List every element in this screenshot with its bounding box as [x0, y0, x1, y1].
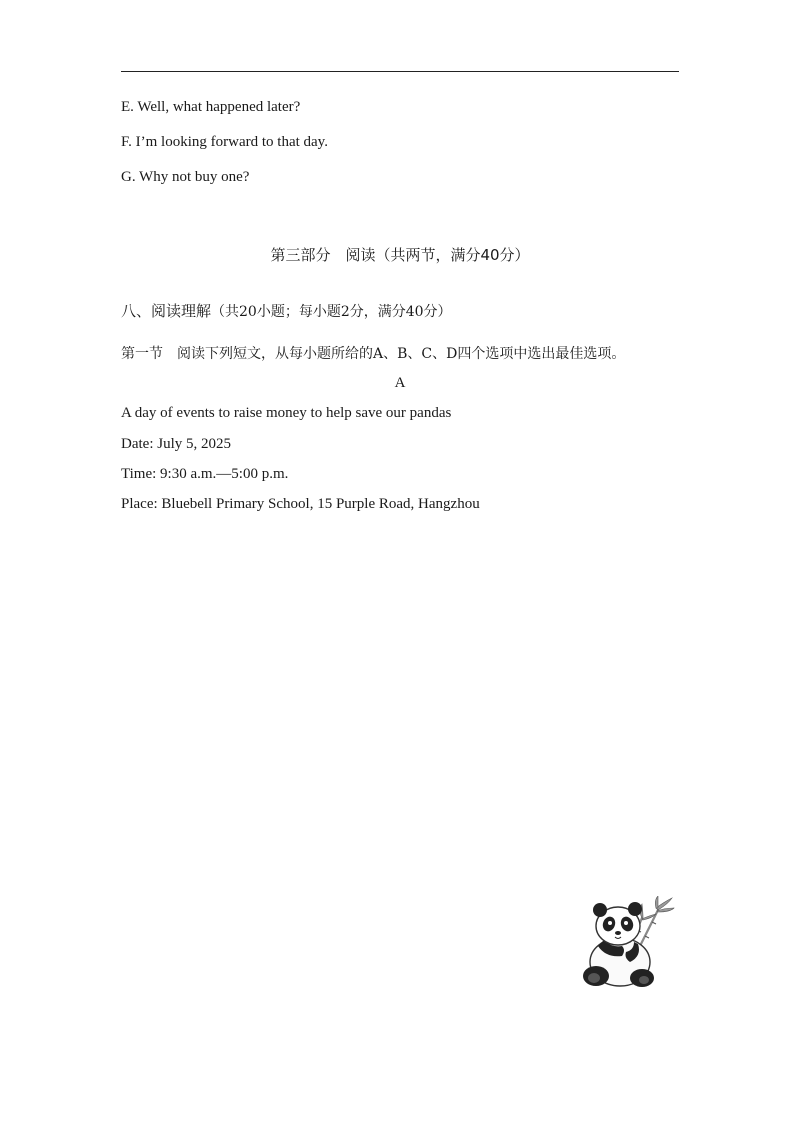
part-heading-note: （共20小题；每小题2分，满分40分） — [211, 304, 452, 320]
part-heading-main: 八、阅读理解 — [121, 302, 212, 320]
section-title: 第三部分 阅读（共两节，满分40分） — [270, 246, 530, 264]
passage-date: Date: July 5, 2025 — [121, 436, 231, 452]
option-f: F. I’m looking forward to that day. — [121, 134, 328, 150]
passage-place: Place: Bluebell Primary School, 15 Purple Road, Hangzhou — [121, 496, 480, 512]
top-divider-line — [121, 71, 679, 72]
option-e: E. Well, what happened later? — [121, 99, 301, 115]
instruction-text: 第一节 阅读下列短文，从每小题所给的A、B、C、D四个选项中选出最佳选项。 — [121, 346, 626, 362]
passage-letter: A — [394, 375, 406, 391]
panda-with-bamboo-icon — [572, 896, 676, 992]
passage-time: Time: 9:30 a.m.—5:00 p.m. — [121, 466, 289, 482]
option-g: G. Why not buy one? — [121, 169, 250, 185]
passage-headline: A day of events to raise money to help save our pandas — [121, 405, 452, 421]
part-heading — [121, 302, 452, 321]
